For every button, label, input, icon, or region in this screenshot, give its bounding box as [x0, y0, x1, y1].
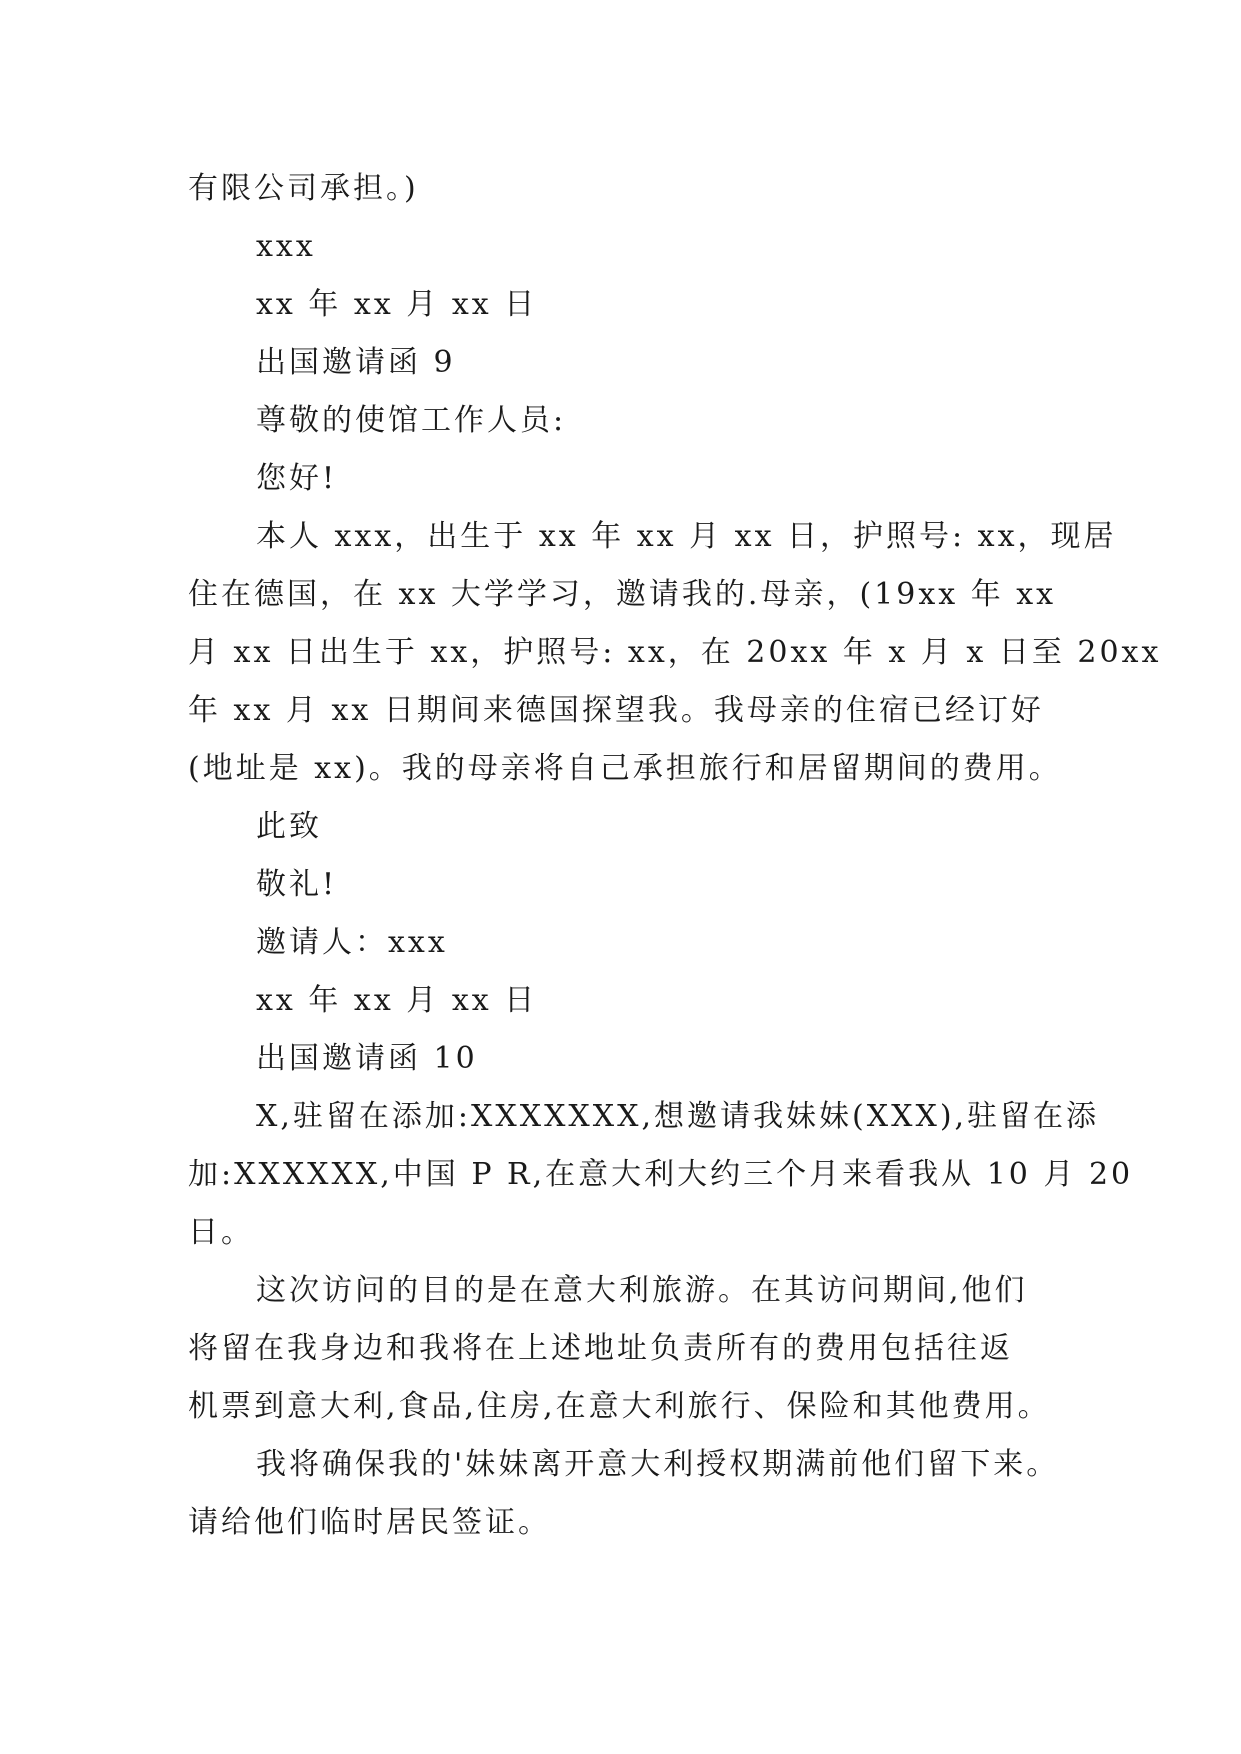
date-line: xx 年 xx 月 xx 日: [256, 983, 538, 1018]
paragraph-line: 年 xx 月 xx 日期间来德国探望我。我母亲的住宿已经订好: [188, 693, 1044, 728]
paragraph-line: 加:XXXXXX,中国 P R,在意大利大约三个月来看我从 10 月 20: [188, 1157, 1134, 1192]
paragraph-line: 将留在我身边和我将在上述地址负责所有的费用包括往返: [188, 1331, 1013, 1366]
greeting: 您好!: [256, 461, 338, 496]
closing-line: 此致: [256, 809, 322, 844]
paragraph-line: 本人 xxx，出生于 xx 年 xx 月 xx 日，护照号: xx，现居: [256, 519, 1117, 554]
paragraph-line: 请给他们临时居民签证。: [188, 1505, 551, 1540]
section-title: 出国邀请函 10: [256, 1041, 478, 1076]
document-body: [188, 160, 1162, 1552]
salutation: 尊敬的使馆工作人员:: [256, 403, 567, 438]
signature-name: xxx: [256, 229, 316, 264]
paragraph-line: 月 xx 日出生于 xx，护照号: xx，在 20xx 年 x 月 x 日至 20xx: [188, 635, 1162, 670]
paragraph-line: (地址是 xx)。我的母亲将自己承担旅行和居留期间的费用。: [188, 751, 1062, 786]
text-line: 有限公司承担。): [188, 171, 419, 206]
date-line: xx 年 xx 月 xx 日: [256, 287, 538, 322]
paragraph-line: 日。: [188, 1215, 254, 1250]
paragraph-line: 机票到意大利,食品,住房,在意大利旅行、保险和其他费用。: [188, 1389, 1051, 1424]
paragraph-line: X,驻留在添加:XXXXXXX,想邀请我妹妹(XXX),驻留在添: [256, 1099, 1100, 1134]
paragraph-line: 住在德国，在 xx 大学学习，邀请我的.母亲，(19xx 年 xx: [188, 577, 1057, 612]
closing-line: 敬礼!: [256, 867, 338, 902]
section-title: 出国邀请函 9: [256, 345, 456, 380]
paragraph-line: 我将确保我的'妹妹离开意大利授权期满前他们留下来。: [256, 1447, 1060, 1482]
paragraph-line: 这次访问的目的是在意大利旅游。在其访问期间,他们: [256, 1273, 1028, 1308]
inviter-line: 邀请人：xxx: [256, 925, 448, 960]
